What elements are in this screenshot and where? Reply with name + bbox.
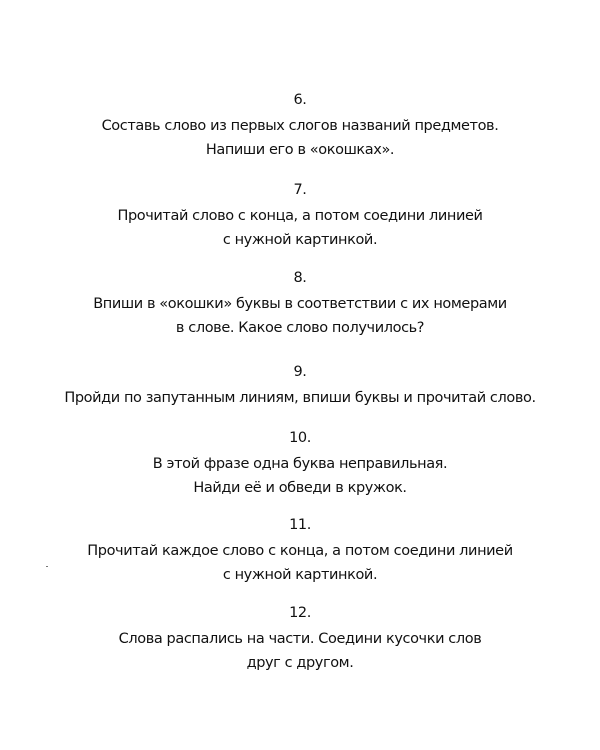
task-text-line: с нужной картинкой. [222, 567, 378, 583]
task-11 [20, 515, 580, 587]
task-12 [20, 603, 580, 675]
task-text-line: Составь слово из первых слогов названий предметов. [101, 118, 499, 134]
task-7 [20, 180, 580, 252]
print-speck [46, 566, 48, 567]
task-number: 8. [293, 270, 307, 286]
task-6 [20, 90, 580, 162]
task-8 [20, 268, 580, 340]
task-number: 7. [293, 182, 307, 198]
task-text-line: Пройди по запутанным линиям, впиши буквы и прочитай слово. [64, 390, 536, 406]
task-text-line: Найди её и обведи в кружок. [193, 480, 407, 496]
task-text-line: Слова распались на части. Соедини кусочки слов [118, 631, 482, 647]
task-text-line: Прочитай слово с конца, а потом соедини линией [117, 208, 483, 224]
task-number: 6. [293, 92, 307, 108]
task-text-line: Прочитай каждое слово с конца, а потом соедини линией [87, 543, 513, 559]
task-number: 9. [293, 364, 307, 380]
task-text-line: Впиши в «окошки» буквы в соответствии с их номерами [93, 296, 507, 312]
task-text-line: Напиши его в «окошках». [205, 142, 395, 158]
task-text-line: друг с другом. [246, 655, 354, 671]
task-10 [20, 428, 580, 500]
task-number: 10. [289, 430, 311, 446]
task-number: 12. [289, 605, 311, 621]
task-text-line: В этой фразе одна буква неправильная. [152, 456, 448, 472]
task-text-line: в слове. Какое слово получилось? [175, 320, 425, 336]
task-number: 11. [289, 517, 311, 533]
task-text-line: с нужной картинкой. [222, 232, 378, 248]
task-9 [20, 362, 580, 410]
